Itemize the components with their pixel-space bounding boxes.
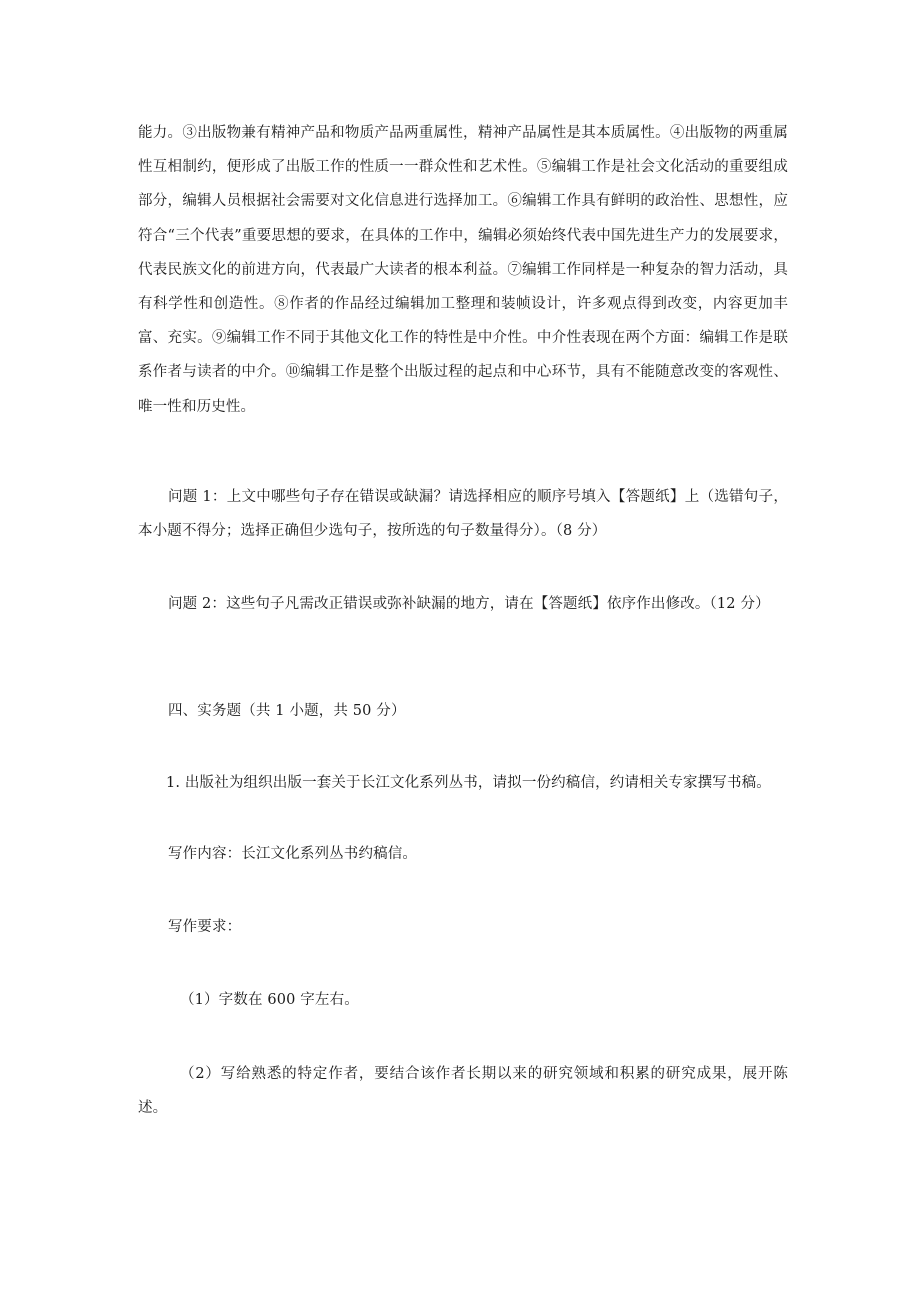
requirement-1: （1）字数在 600 字左右。 (180, 992, 359, 1008)
practice-item-1: 1. 出版社为组织出版一套关于长江文化系列丛书，请拟一份约稿信，约请相关专家撰写书稿。 (166, 775, 771, 791)
writing-content: 写作内容：长江文化系列丛书约稿信。 (168, 846, 418, 862)
section-heading: 四、实务题（共 1 小题，共 50 分） (168, 703, 406, 719)
requirement-2: （2）写给熟悉的特定作者，要结合该作者长期以来的研究领域和积累的研究成果，展开陈述。 (138, 1066, 788, 1117)
question-2: 问题 2：这些句子凡需改正错误或弥补缺漏的地方，请在【答题纸】依序作出修改。（12 分） (168, 596, 770, 612)
writing-requirements-label: 写作要求： (168, 919, 242, 935)
question-1: 问题 1：上文中哪些句子存在错误或缺漏？请选择相应的顺序号填入【答题纸】上（选错句子，本小题不得分；选择正确但少选句子，按所选的句子数量得分）。（8 分） (138, 489, 788, 540)
body-paragraph: 能力。③出版物兼有精神产品和物质产品两重属性，精神产品属性是其本质属性。④出版物的两重属性互相制约，便形成了出版工作的性质一一群众性和艺术性。⑤编辑工作是社会文化活动的重要组成部分，编辑人员根据社会需要对文化信息进行选择加工。⑥编辑工作具有鲜明的政治性、思想性，应符合“三个代表”重要思想的要求，在具体的工作中，编辑必须始终代表中国先进生产力的发展要求，代表民族文化的前进方向，代表最广大读者的根本利益。⑦编辑工作同样是一种复杂的智力活动，具有科学性和创造性。⑧作者的作品经过编辑加工整理和装帧设计，许多观点得到改变，内容更加丰富、充实。⑨编辑工作不同于其他文化工作的特性是中介性。中介性表现在两个方面：编辑工作是联系作者与读者的中介。⑩编辑工作是整个出版过程的起点和中心环节，具有不能随意改变的客观性、唯一性和历史性。 (138, 125, 788, 415)
